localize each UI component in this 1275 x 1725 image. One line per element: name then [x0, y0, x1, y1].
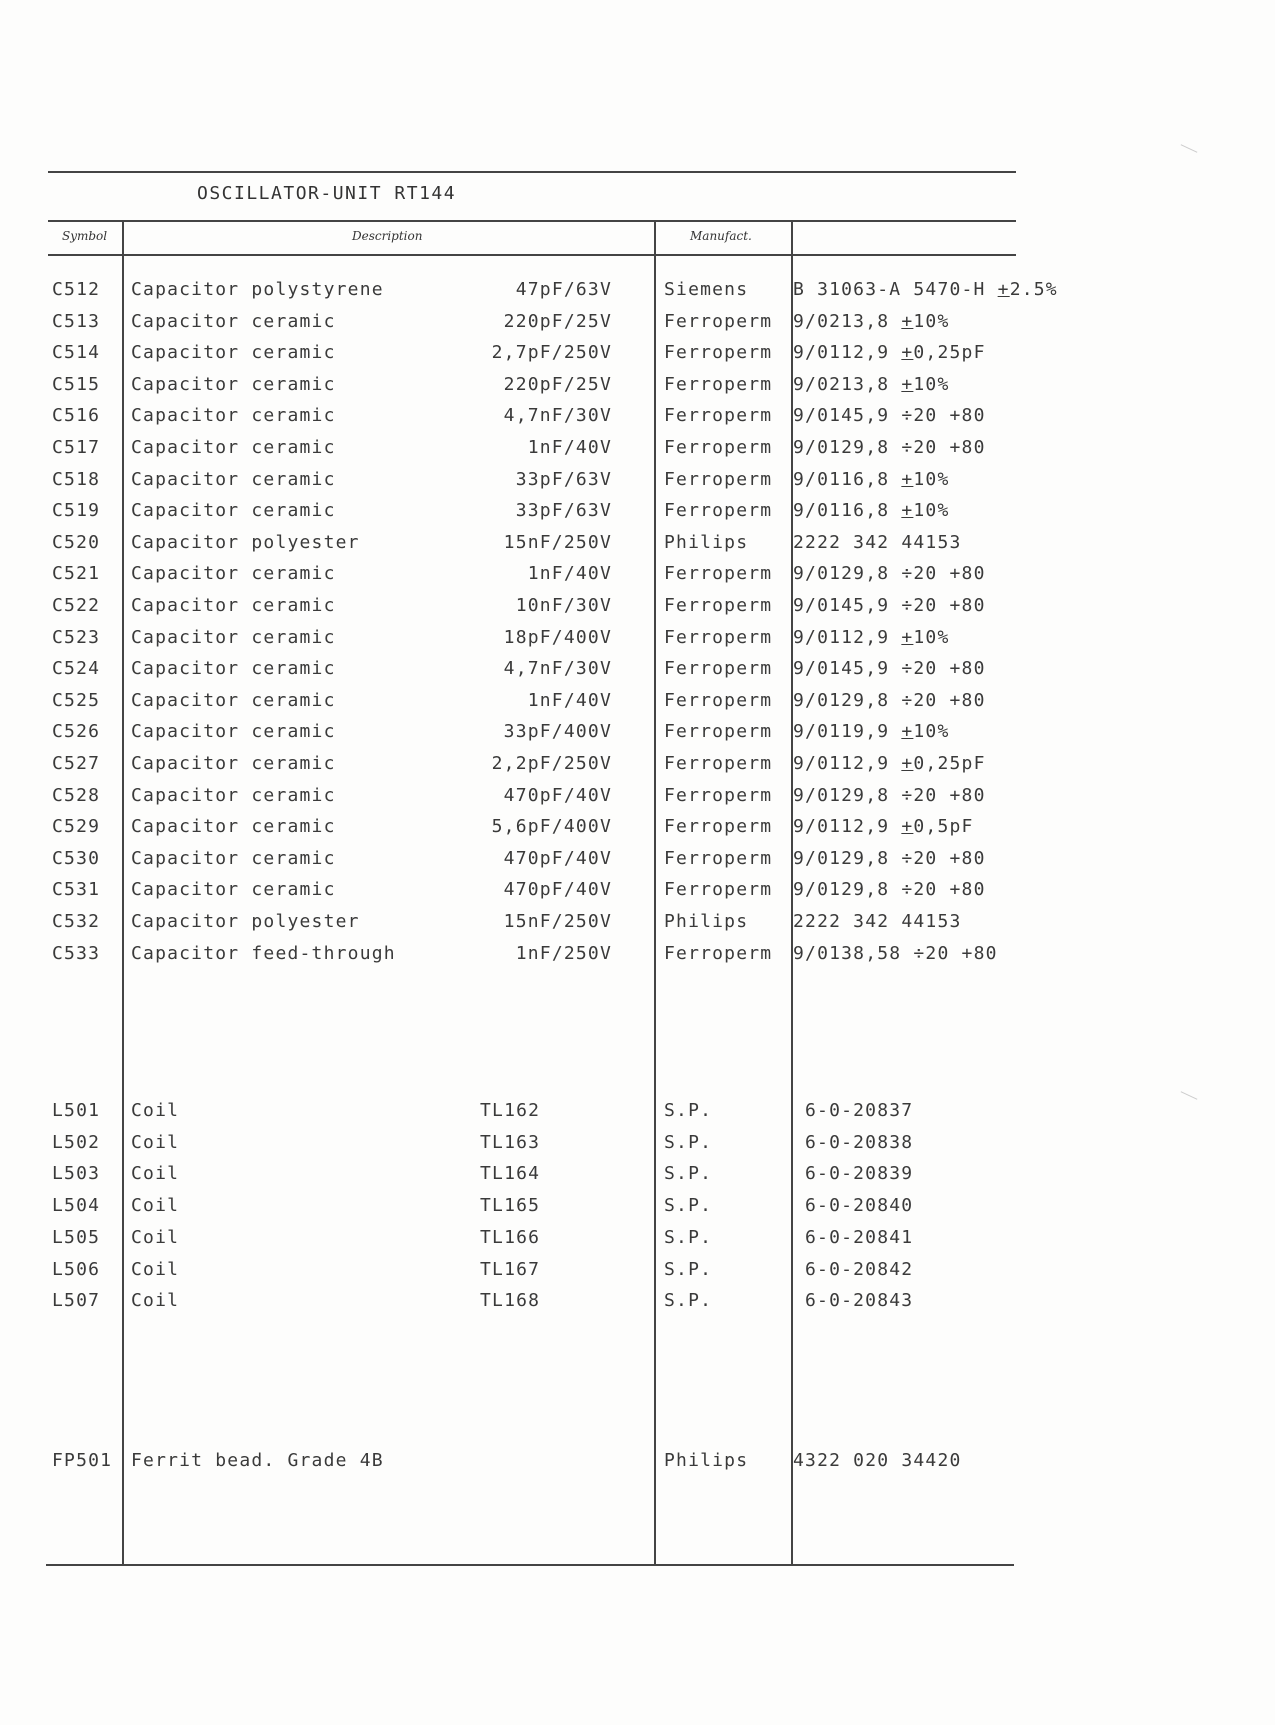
part-number — [805, 1258, 914, 1280]
part-tolerance: 0,5pF — [913, 816, 974, 838]
part-value: TL162 — [480, 1100, 541, 1121]
part-symbol: L507 — [52, 1290, 101, 1312]
part-manufacturer: S.P. — [664, 1163, 713, 1185]
part-manufacturer: Ferroperm — [664, 942, 773, 964]
part-tolerance: 10% — [913, 373, 950, 395]
part-description: Capacitor ceramic — [131, 563, 336, 585]
part-manufacturer: Ferroperm — [664, 342, 773, 364]
part-number — [793, 784, 986, 806]
part-manufacturer: Ferroperm — [664, 437, 773, 458]
part-number — [793, 439, 986, 457]
part-symbol: C529 — [52, 816, 101, 838]
part-symbol: C530 — [52, 847, 101, 869]
part-symbol: L502 — [52, 1131, 101, 1153]
part-number-code: 2222 342 44153 — [793, 531, 962, 553]
part-number-code: 6-0-20838 — [805, 1131, 914, 1153]
part-tolerance: 10% — [913, 310, 950, 332]
part-number — [805, 1131, 914, 1153]
part-manufacturer: Ferroperm — [664, 689, 773, 711]
part-value: 1nF/250V — [515, 942, 612, 964]
part-number — [805, 1292, 913, 1310]
part-symbol: C520 — [52, 531, 101, 553]
part-value: 220pF/25V — [503, 373, 612, 395]
part-number — [793, 344, 986, 362]
part-description: Ferrit bead. Grade 4B — [131, 1450, 384, 1471]
part-number-code: 6-0-20840 — [805, 1195, 914, 1217]
part-symbol: C514 — [52, 342, 101, 364]
part-manufacturer: Ferroperm — [664, 405, 773, 427]
bottom-rule — [46, 1564, 1014, 1566]
part-manufacturer: Ferroperm — [664, 563, 773, 585]
part-manufacturer: S.P. — [664, 1100, 713, 1121]
part-manufacturer: Ferroperm — [664, 595, 773, 616]
part-number — [793, 281, 1058, 299]
part-number — [793, 310, 950, 332]
part-number — [793, 723, 950, 741]
part-number — [793, 755, 986, 773]
part-manufacturer: Ferroperm — [664, 784, 773, 806]
part-value: 18pF/400V — [503, 626, 612, 648]
part-value: 5,6pF/400V — [491, 816, 612, 838]
part-manufacturer: S.P. — [664, 1226, 713, 1248]
part-number-code: 9/0112,9 — [793, 342, 890, 364]
part-value: 1nF/40V — [527, 689, 612, 711]
part-manufacturer: S.P. — [664, 1195, 713, 1217]
part-description: Coil — [131, 1258, 180, 1280]
part-number-code: 9/0119,9 — [793, 721, 890, 743]
part-description: Coil — [131, 1195, 180, 1217]
part-number — [805, 1197, 913, 1215]
part-value: 220pF/25V — [503, 310, 612, 332]
part-number-code: 6-0-20839 — [805, 1163, 914, 1185]
part-description: Capacitor ceramic — [131, 373, 336, 395]
part-description: Capacitor ceramic — [131, 342, 336, 364]
part-tolerance: ÷20 +80 — [901, 405, 986, 427]
part-symbol: FP501 — [52, 1450, 113, 1471]
part-number-code: 6-0-20837 — [805, 1100, 914, 1121]
part-symbol: C531 — [52, 879, 101, 901]
part-manufacturer: Ferroperm — [664, 816, 773, 838]
plus-minus-sign: + — [901, 721, 914, 743]
part-symbol: L504 — [52, 1195, 101, 1217]
part-number — [793, 502, 950, 520]
part-number — [793, 942, 998, 964]
part-symbol: C525 — [52, 689, 101, 711]
plus-minus-sign: + — [901, 500, 914, 522]
part-manufacturer: Ferroperm — [664, 753, 773, 774]
plus-minus-sign: + — [901, 342, 914, 364]
part-tolerance: 0,25pF — [913, 342, 986, 364]
part-description: Capacitor ceramic — [131, 500, 336, 522]
part-manufacturer: Ferroperm — [664, 879, 773, 901]
part-number — [793, 373, 950, 395]
part-description: Coil — [131, 1226, 180, 1248]
part-number — [805, 1102, 913, 1120]
part-number-code: 9/0112,9 — [793, 816, 890, 838]
part-number-code: 9/0213,8 — [793, 310, 890, 332]
part-manufacturer: Ferroperm — [664, 468, 773, 490]
top-rule — [48, 171, 1016, 173]
part-symbol: C512 — [52, 279, 101, 300]
part-symbol: C527 — [52, 753, 101, 774]
part-value: 470pF/40V — [503, 784, 612, 806]
part-number-code: 9/0129,8 — [793, 847, 890, 869]
part-manufacturer: Siemens — [664, 279, 749, 300]
part-number-code: 9/0112,9 — [793, 626, 890, 648]
part-manufacturer: Ferroperm — [664, 658, 773, 680]
part-value: 4,7nF/30V — [503, 405, 612, 427]
part-description: Capacitor ceramic — [131, 626, 336, 648]
part-symbol: C521 — [52, 563, 101, 585]
part-symbol: C528 — [52, 784, 101, 806]
part-description: Capacitor ceramic — [131, 816, 336, 838]
part-value: 33pF/400V — [503, 721, 612, 743]
part-number — [793, 597, 986, 615]
header-manufact: Manufact. — [690, 229, 752, 243]
part-value: TL163 — [480, 1131, 541, 1153]
part-symbol: L505 — [52, 1226, 101, 1248]
part-symbol: C513 — [52, 310, 101, 332]
part-description: Capacitor ceramic — [131, 405, 336, 427]
part-symbol: C533 — [52, 942, 101, 964]
part-manufacturer: S.P. — [664, 1258, 713, 1280]
part-symbol: L501 — [52, 1100, 101, 1121]
page-title: OSCILLATOR-UNIT RT144 — [197, 183, 457, 204]
part-value: 2,7pF/250V — [491, 342, 612, 364]
plus-minus-sign: + — [901, 468, 914, 490]
part-description: Capacitor ceramic — [131, 689, 336, 711]
part-manufacturer: S.P. — [664, 1290, 713, 1312]
part-description: Capacitor ceramic — [131, 847, 336, 869]
part-symbol: C522 — [52, 595, 101, 616]
part-symbol: C519 — [52, 500, 101, 522]
header-description: Description — [352, 229, 423, 243]
part-value: 2,2pF/250V — [491, 753, 612, 774]
part-manufacturer: Ferroperm — [664, 373, 773, 395]
part-symbol: C518 — [52, 468, 101, 490]
part-symbol: C517 — [52, 437, 101, 458]
part-number-code: 4322 020 34420 — [793, 1450, 962, 1471]
header-top-rule — [48, 220, 1016, 222]
part-tolerance: 10% — [913, 500, 950, 522]
part-description: Capacitor ceramic — [131, 437, 336, 458]
part-tolerance: ÷20 +80 — [901, 879, 986, 901]
part-number — [793, 468, 950, 490]
part-number — [793, 407, 986, 425]
part-tolerance: ÷20 +80 — [901, 658, 986, 680]
part-tolerance: ÷20 +80 — [901, 563, 986, 585]
part-description: Capacitor ceramic — [131, 784, 336, 806]
part-number — [793, 565, 986, 583]
part-manufacturer: Ferroperm — [664, 626, 773, 648]
part-value: 47pF/63V — [515, 279, 612, 300]
part-number-code: 9/0138,58 — [793, 942, 902, 964]
part-description: Coil — [131, 1100, 180, 1121]
col-divider-description — [654, 221, 656, 1564]
part-number — [793, 531, 962, 553]
part-description: Coil — [131, 1290, 180, 1312]
part-manufacturer: Ferroperm — [664, 847, 773, 869]
part-value: 1nF/40V — [527, 437, 612, 458]
part-manufacturer: S.P. — [664, 1131, 713, 1153]
plus-minus-sign: + — [901, 310, 914, 332]
part-number — [793, 1452, 962, 1470]
part-number — [793, 626, 950, 648]
part-tolerance: 2.5% — [1009, 279, 1058, 300]
part-tolerance: ÷20 +80 — [901, 784, 986, 806]
scan-mark — [1181, 144, 1198, 153]
part-number-code: 9/0145,9 — [793, 658, 890, 680]
part-number-code: B 31063-A 5470-H — [793, 279, 986, 300]
part-description: Capacitor polyester — [131, 911, 360, 932]
header-bottom-rule — [48, 254, 1016, 256]
plus-minus-sign: + — [901, 373, 914, 395]
part-value: TL168 — [480, 1290, 541, 1312]
part-symbol: C524 — [52, 658, 101, 680]
part-number-code: 9/0129,8 — [793, 437, 890, 458]
part-tolerance: ÷20 +80 — [913, 942, 998, 964]
plus-minus-sign: + — [901, 753, 914, 774]
part-symbol: C526 — [52, 721, 101, 743]
part-manufacturer: Philips — [664, 531, 749, 553]
part-number-code: 9/0116,8 — [793, 500, 890, 522]
part-manufacturer: Ferroperm — [664, 310, 773, 332]
scan-mark — [1181, 1091, 1198, 1100]
part-value: 1nF/40V — [527, 563, 612, 585]
part-symbol: C516 — [52, 405, 101, 427]
part-number-code: 9/0129,8 — [793, 689, 890, 711]
part-description: Capacitor ceramic — [131, 310, 336, 332]
part-number — [793, 660, 986, 678]
part-manufacturer: Ferroperm — [664, 721, 773, 743]
part-number — [793, 689, 986, 711]
part-number — [793, 818, 974, 836]
part-tolerance: 10% — [913, 721, 950, 743]
part-description: Capacitor ceramic — [131, 879, 336, 901]
part-description: Capacitor ceramic — [131, 658, 336, 680]
plus-minus-sign: + — [997, 279, 1010, 300]
part-tolerance: 0,25pF — [913, 753, 986, 774]
part-number-code: 2222 342 44153 — [793, 911, 962, 932]
part-value: TL166 — [480, 1226, 541, 1248]
part-value: 33pF/63V — [515, 468, 612, 490]
part-value: TL165 — [480, 1195, 541, 1217]
part-number — [805, 1226, 914, 1248]
part-value: 4,7nF/30V — [503, 658, 612, 680]
part-value: 15nF/250V — [503, 911, 612, 932]
part-value: 15nF/250V — [503, 531, 612, 553]
part-tolerance: 10% — [913, 468, 950, 490]
part-value: 470pF/40V — [503, 847, 612, 869]
part-symbol: L506 — [52, 1258, 101, 1280]
part-number-code: 9/0129,8 — [793, 563, 890, 585]
header-symbol: Symbol — [62, 229, 108, 243]
col-divider-symbol — [122, 221, 124, 1564]
part-value: 10nF/30V — [515, 595, 612, 616]
part-number-code: 6-0-20842 — [805, 1258, 914, 1280]
part-number-code: 6-0-20843 — [805, 1290, 914, 1312]
part-description: Capacitor ceramic — [131, 753, 336, 774]
part-description: Capacitor polystyrene — [131, 279, 384, 300]
part-description: Capacitor ceramic — [131, 721, 336, 743]
part-description: Coil — [131, 1131, 180, 1153]
part-number-code: 6-0-20841 — [805, 1226, 914, 1248]
part-description: Capacitor polyester — [131, 531, 360, 553]
part-number — [793, 913, 962, 931]
part-number-code: 9/0129,8 — [793, 784, 890, 806]
part-number-code: 9/0145,9 — [793, 405, 890, 427]
part-tolerance: ÷20 +80 — [901, 847, 986, 869]
part-symbol: C515 — [52, 373, 101, 395]
part-description: Capacitor ceramic — [131, 468, 336, 490]
part-number-code: 9/0145,9 — [793, 595, 890, 616]
part-number — [793, 847, 986, 869]
part-number — [805, 1165, 913, 1183]
part-number-code: 9/0116,8 — [793, 468, 890, 490]
plus-minus-sign: + — [901, 626, 914, 648]
part-symbol: C532 — [52, 911, 101, 932]
part-description: Capacitor feed-through — [131, 942, 396, 964]
part-manufacturer: Philips — [664, 911, 749, 932]
part-tolerance: 10% — [913, 626, 950, 648]
part-value: TL167 — [480, 1258, 541, 1280]
part-tolerance: ÷20 +80 — [901, 595, 986, 616]
part-description: Coil — [131, 1163, 180, 1185]
part-number-code: 9/0129,8 — [793, 879, 890, 901]
part-description: Capacitor ceramic — [131, 595, 336, 616]
part-value: 470pF/40V — [503, 879, 612, 901]
part-number — [793, 881, 986, 899]
part-number-code: 9/0213,8 — [793, 373, 890, 395]
part-number-code: 9/0112,9 — [793, 753, 890, 774]
part-symbol: C523 — [52, 626, 101, 648]
part-value: 33pF/63V — [515, 500, 612, 522]
part-manufacturer: Ferroperm — [664, 500, 773, 522]
part-tolerance: ÷20 +80 — [901, 437, 986, 458]
part-manufacturer: Philips — [664, 1450, 749, 1471]
plus-minus-sign: + — [901, 816, 914, 838]
part-symbol: L503 — [52, 1163, 101, 1185]
part-tolerance: ÷20 +80 — [901, 689, 986, 711]
part-value: TL164 — [480, 1163, 541, 1185]
